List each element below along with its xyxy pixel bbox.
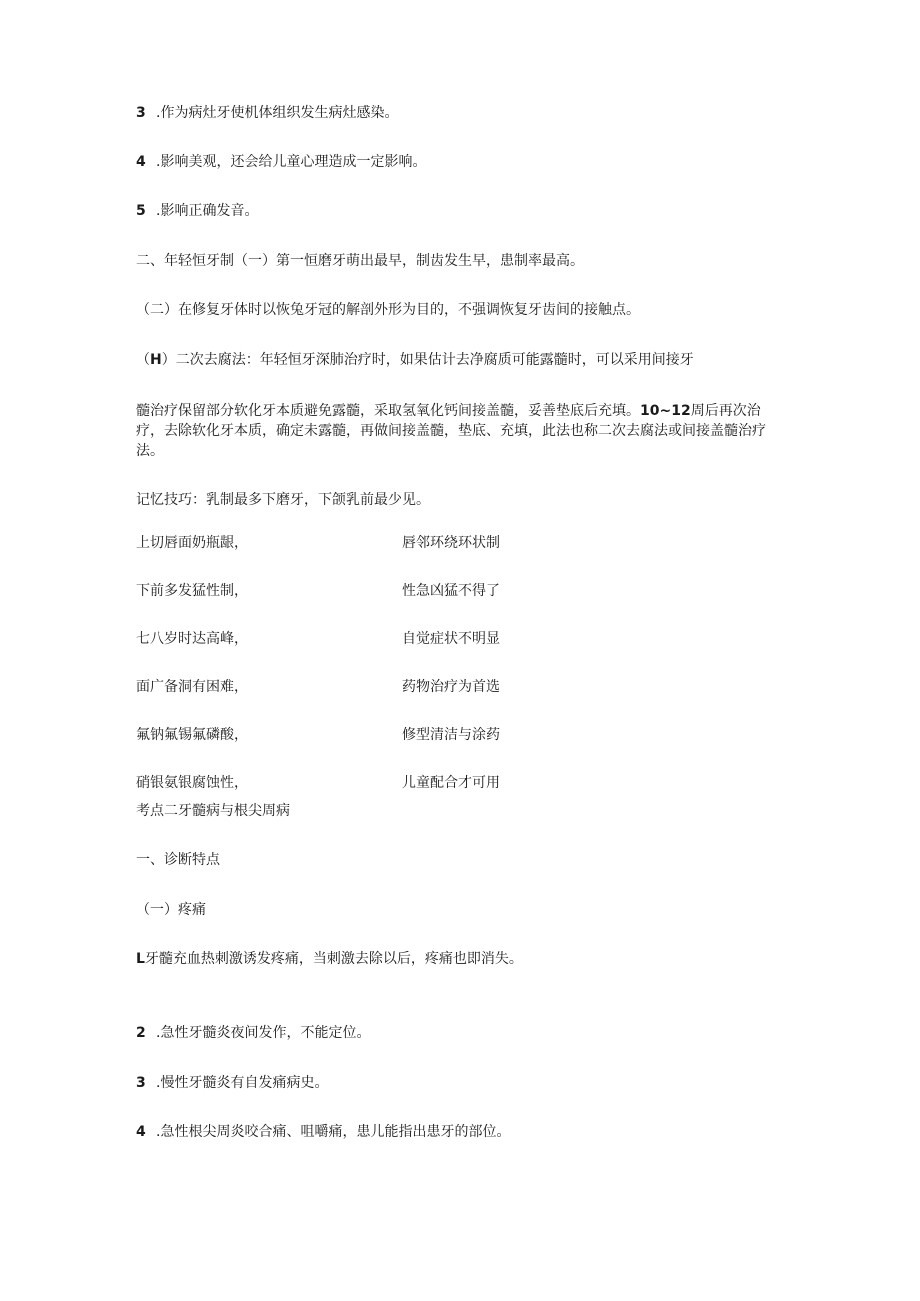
item-number: 3 bbox=[136, 105, 146, 121]
verse-left: 上切唇面奶瓶龈， bbox=[136, 535, 248, 551]
list-item bbox=[136, 202, 258, 220]
item-text: .急性根尖周炎咬合痛、咀嚼痛，患儿能指出患牙的部位。 bbox=[156, 1124, 511, 1140]
verse-line bbox=[136, 630, 500, 648]
memory-tip: 记忆技巧：乳制最多下磨牙，下颌乳前最少见。 bbox=[136, 492, 430, 508]
verse-right: 唇邻环绕环状制 bbox=[402, 535, 500, 551]
list-item bbox=[136, 104, 398, 122]
verse-right: 药物治疗为首选 bbox=[402, 679, 500, 695]
paragraph bbox=[136, 351, 694, 369]
paren-open: （ bbox=[136, 352, 150, 368]
verse-right: 性急凶猛不得了 bbox=[402, 583, 500, 599]
item-number: 3 bbox=[136, 1075, 146, 1091]
item-number: 4 bbox=[136, 1124, 146, 1140]
verse-left: 七八岁时达高峰， bbox=[136, 631, 248, 647]
list-item bbox=[136, 1074, 328, 1092]
weeks-number: 10~12 bbox=[640, 403, 691, 419]
paragraph-text: 髓治疗保留部分软化牙本质避免露髓，采取氢氧化钙间接盖髓，妥善垫底后充填。 bbox=[136, 403, 640, 419]
section-heading: 二、年轻恒牙制（一）第一恒磨牙萌出最早，制齿发生早，患制率最高。 bbox=[136, 253, 584, 269]
item-number: 2 bbox=[136, 1025, 146, 1041]
item-text: .影响美观，还会给儿童心理造成一定影响。 bbox=[156, 154, 427, 170]
verse-left: 下前多发猛性制， bbox=[136, 583, 248, 599]
paragraph: （二）在修复牙体时以恢兔牙冠的解剖外形为目的，不强调恢复牙齿间的接触点。 bbox=[136, 302, 640, 318]
item-text: 牙髓充血热刺激诱发疼痛，当刺激去除以后，疼痛也即消失。 bbox=[144, 951, 523, 967]
list-item bbox=[136, 1024, 370, 1042]
paragraph-text: 周后再次治疗，去除软化牙本质，确定未露髓，再做间接盖髓，垫底、充填，此法也称二次去腐法或间接盖髓治疗法。 bbox=[136, 403, 766, 459]
verse-left: 氟钠氟锡氟磷酸， bbox=[136, 727, 248, 743]
item-number: 4 bbox=[136, 154, 146, 170]
section-heading: 一、诊断特点 bbox=[136, 852, 220, 868]
item-text: .急性牙髓炎夜间发作，不能定位。 bbox=[156, 1025, 371, 1041]
list-item bbox=[136, 1123, 510, 1141]
verse-line bbox=[136, 582, 500, 600]
verse-line bbox=[136, 726, 500, 744]
item-text: .影响正确发音。 bbox=[156, 203, 259, 219]
list-item bbox=[136, 153, 426, 171]
verse-left: 硝银氨银腐蚀性， bbox=[136, 775, 248, 791]
item-marker: H bbox=[150, 352, 162, 368]
verse-line bbox=[136, 774, 500, 792]
item-number: L bbox=[136, 951, 145, 967]
verse-left: 面广备洞有困难， bbox=[136, 679, 248, 695]
verse-right: 修型清洁与涂药 bbox=[402, 727, 500, 743]
item-number: 5 bbox=[136, 203, 146, 219]
item-text: .作为病灶牙使机体组织发生病灶感染。 bbox=[156, 105, 399, 121]
paragraph-text: ）二次去腐法：年轻恒牙深肺治疗时，如果估计去净腐质可能露髓时，可以采用间接牙 bbox=[161, 352, 694, 368]
item-text: .慢性牙髓炎有自发痛病史。 bbox=[156, 1075, 329, 1091]
exam-point-heading: 考点二牙髓病与根尖周病 bbox=[136, 803, 290, 819]
verse-line bbox=[136, 678, 500, 696]
verse-right: 自觉症状不明显 bbox=[402, 631, 500, 647]
subsection-heading: （一）疼痛 bbox=[136, 902, 206, 918]
verse-right: 儿童配合才可用 bbox=[402, 775, 500, 791]
verse-line bbox=[136, 534, 500, 552]
list-item bbox=[136, 950, 523, 968]
paragraph-continuation bbox=[136, 401, 776, 461]
